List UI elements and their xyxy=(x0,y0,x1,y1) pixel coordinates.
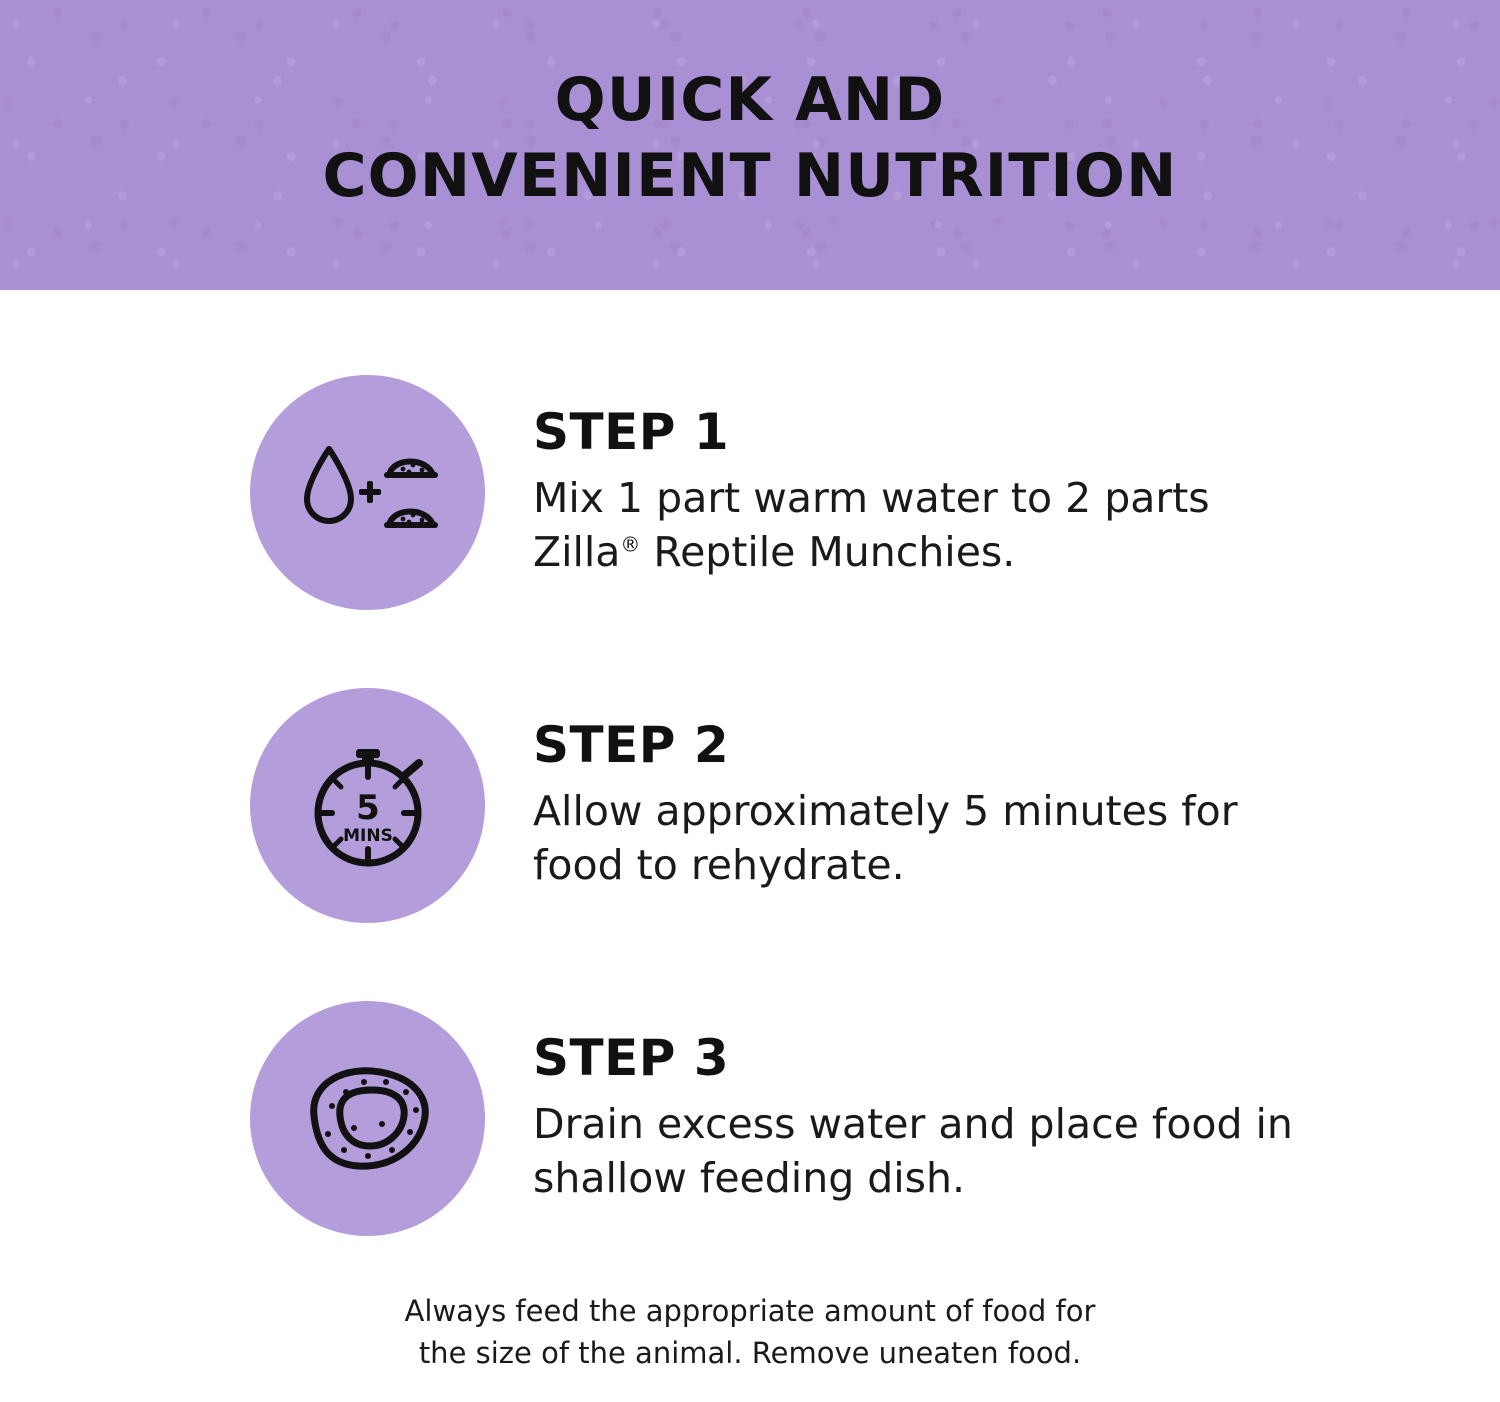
step-3-title: STEP 3 xyxy=(533,1029,730,1087)
step-2-title: STEP 2 xyxy=(533,716,730,774)
step-3-description: Drain excess water and place food in shallow feeding dish. xyxy=(533,1100,1293,1203)
timer-unit: MINS xyxy=(342,825,393,846)
step-3-text xyxy=(533,1001,1293,1205)
step-1-icon-badge xyxy=(250,375,485,610)
feeding-dish-food-icon xyxy=(288,1054,448,1184)
banner-title-line2: CONVENIENT NUTRITION xyxy=(322,141,1178,212)
stopwatch-5-mins-icon xyxy=(293,731,443,881)
step-item xyxy=(0,375,1500,610)
registered-trademark-mark: ® xyxy=(620,532,641,557)
footnote-line1: Always feed the appropriate amount of food for xyxy=(404,1293,1096,1328)
water-drop-plus-food-icon xyxy=(293,433,443,553)
step-2-description: Allow approximately 5 minutes for food to rehydrate. xyxy=(533,787,1238,890)
step-2-text xyxy=(533,688,1293,892)
step-1-title: STEP 1 xyxy=(533,403,730,461)
step-1-description xyxy=(533,471,1293,579)
banner-title-line1: QUICK AND xyxy=(554,65,946,135)
step-1-description-part2: Reptile Munchies. xyxy=(640,528,1016,577)
step-1-text xyxy=(533,375,1293,579)
step-1-description-part1: Mix 1 part warm water to 2 parts Zilla xyxy=(533,474,1210,577)
step-3-icon-badge xyxy=(250,1001,485,1236)
step-item xyxy=(0,1001,1500,1236)
footnote-line2: the size of the animal. Remove uneaten food. xyxy=(418,1335,1082,1370)
steps-list xyxy=(0,375,1500,1236)
step-item xyxy=(0,688,1500,923)
footnote xyxy=(0,1290,1500,1374)
timer-value: 5 xyxy=(355,787,380,828)
page-title xyxy=(0,0,1500,214)
step-2-icon-badge xyxy=(250,688,485,923)
header-banner xyxy=(0,0,1500,290)
